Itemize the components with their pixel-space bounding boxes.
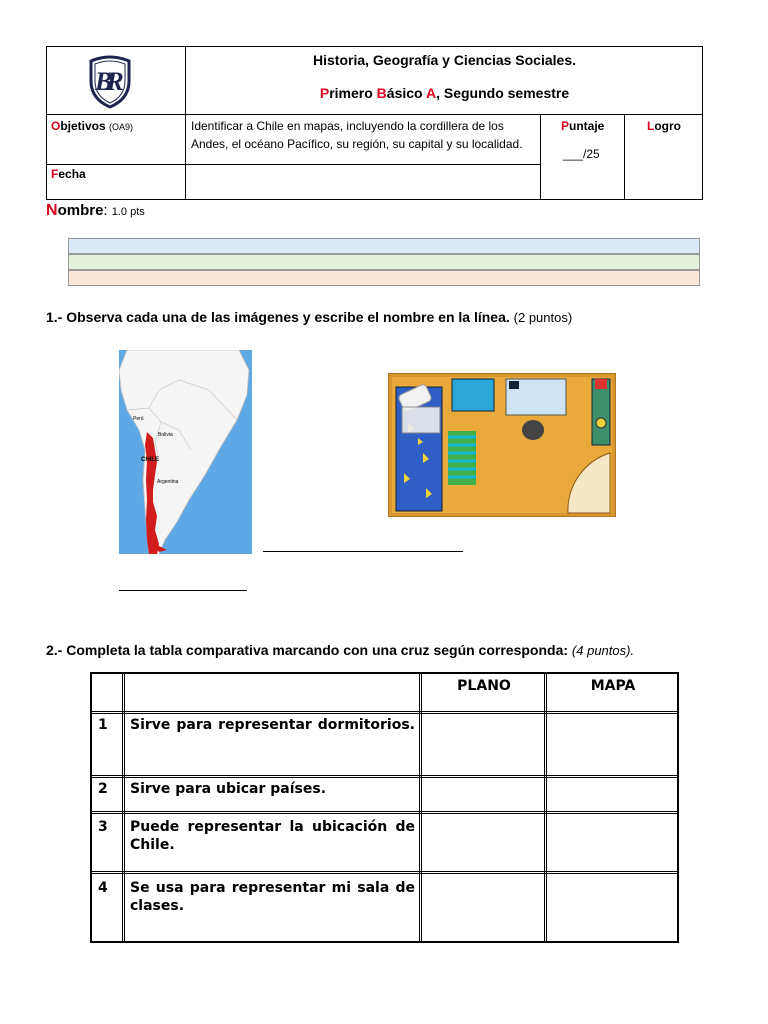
course-title: Primero Básico A, Segundo semestre: [319, 85, 570, 101]
subject-title: Historia, Geografía y Ciencias Sociales.: [313, 52, 576, 68]
south-america-map-image: [119, 350, 252, 554]
objective-text: Identificar a Chile en mapas, incluyendo la cordillera de los Andes, el océano Pacífico, su región, su capital y su localidad.: [191, 119, 523, 151]
name-label: Nombre: 1.0 pts: [46, 202, 145, 219]
fecha-label: Fecha: [51, 167, 86, 181]
row-2-number: 2: [98, 781, 108, 797]
answer-line-1[interactable]: [263, 551, 463, 552]
header-plano: PLANO: [457, 678, 511, 694]
row-1-text: Sirve para representar dormitorios.: [130, 717, 415, 733]
score-field[interactable]: ___/25: [563, 147, 600, 161]
row-2-plano-cell[interactable]: [424, 780, 542, 808]
row-divider: [92, 711, 677, 714]
row-4-text: Se usa para representar mi sala de clases.: [130, 880, 415, 914]
bedroom-plan-image: [388, 373, 616, 517]
row-2-mapa-cell[interactable]: [549, 780, 675, 808]
map-label-chile: CHILE: [141, 457, 159, 463]
puntaje-label: Puntaje: [561, 119, 605, 133]
row-3-number: 3: [98, 819, 108, 835]
comparison-table: [90, 672, 679, 943]
header-table: [46, 46, 703, 200]
map-label-peru: Perú: [133, 416, 144, 422]
row-1-number: 1: [98, 717, 108, 733]
row-4-mapa-cell[interactable]: [549, 876, 675, 938]
col-divider: [419, 674, 422, 941]
name-line-1[interactable]: [68, 238, 700, 254]
divider: [624, 114, 625, 200]
row-4-number: 4: [98, 880, 108, 896]
divider: [47, 164, 541, 165]
row-1-plano-cell[interactable]: [424, 716, 542, 772]
row-divider: [92, 775, 677, 778]
fecha-field[interactable]: [187, 166, 539, 199]
divider: [47, 114, 703, 115]
col-divider: [544, 674, 547, 941]
map-label-argentina: Argentina: [157, 479, 179, 485]
logo-letters: BR: [95, 67, 118, 96]
question-2: 2.- Completa la tabla comparativa marcando con una cruz según corresponda: (4 puntos).: [46, 642, 635, 658]
question-1: 1.- Observa cada una de las imágenes y escribe el nombre en la línea. (2 puntos): [46, 309, 573, 325]
header-mapa: MAPA: [590, 678, 636, 694]
divider: [540, 114, 541, 200]
row-3-mapa-cell[interactable]: [549, 816, 675, 868]
objectives-label: Objetivos (OA9): [51, 119, 134, 133]
row-divider: [92, 811, 677, 814]
divider: [185, 47, 186, 200]
row-2-text: Sirve para ubicar países.: [130, 781, 327, 797]
row-divider: [92, 871, 677, 874]
answer-line-2[interactable]: [119, 590, 247, 591]
col-divider: [122, 674, 125, 941]
row-3-plano-cell[interactable]: [424, 816, 542, 868]
name-line-2[interactable]: [68, 254, 700, 270]
row-3-text: Puede representar la ubicación de Chile.: [130, 819, 415, 853]
name-line-3[interactable]: [68, 270, 700, 286]
row-4-plano-cell[interactable]: [424, 876, 542, 938]
map-label-bolivia: Bolivia: [158, 432, 173, 438]
row-1-mapa-cell[interactable]: [549, 716, 675, 772]
logro-label: Logro: [647, 119, 682, 133]
